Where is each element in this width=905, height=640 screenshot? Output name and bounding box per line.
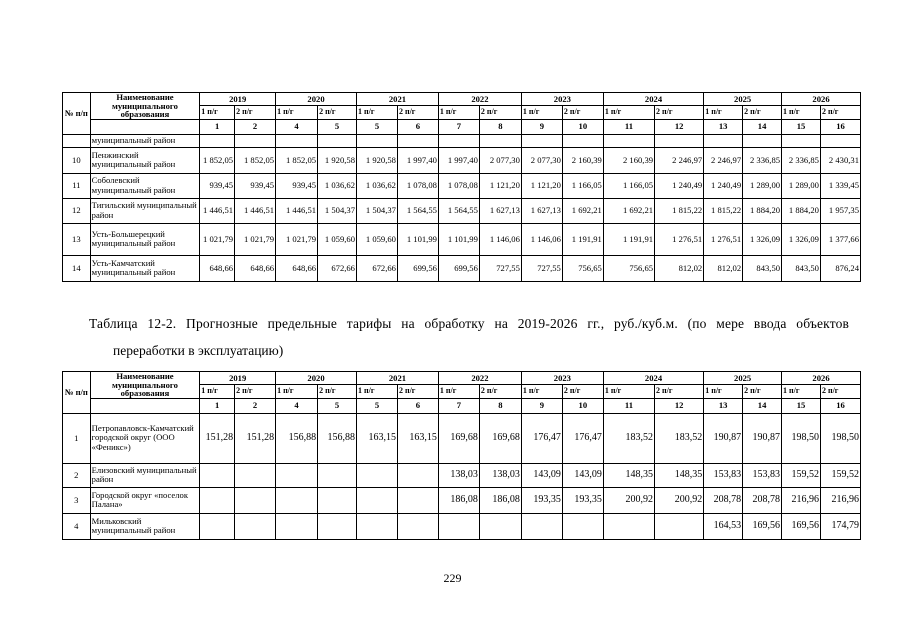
column-number: 9 bbox=[521, 119, 562, 134]
column-number: 12 bbox=[655, 119, 704, 134]
tariff-value: 2 077,30 bbox=[479, 147, 521, 173]
tariff-value bbox=[235, 487, 276, 513]
half-year-header: 2 п/г bbox=[479, 385, 521, 398]
year-header: 2022 bbox=[438, 93, 521, 106]
municipality-name: Мильковский муниципальный район bbox=[90, 513, 200, 539]
row-name-continued: муниципальный район bbox=[90, 134, 200, 147]
tariff-value: 143,09 bbox=[521, 463, 562, 487]
column-number-blank bbox=[90, 119, 200, 134]
tariff-value bbox=[318, 487, 357, 513]
half-year-header: 1 п/г bbox=[704, 106, 743, 119]
column-number: 11 bbox=[603, 119, 654, 134]
cell-blank bbox=[562, 134, 603, 147]
column-number: 1 bbox=[200, 119, 235, 134]
table-row bbox=[63, 173, 861, 198]
tariff-value: 876,24 bbox=[820, 255, 860, 281]
tariff-value: 186,08 bbox=[438, 487, 479, 513]
tariff-value: 1 884,20 bbox=[782, 198, 821, 223]
cell-blank bbox=[782, 134, 821, 147]
tariff-value: 1 326,09 bbox=[743, 223, 782, 255]
tariff-value: 1 078,08 bbox=[397, 173, 438, 198]
tariff-value: 1 446,51 bbox=[200, 198, 235, 223]
tariff-value bbox=[200, 463, 235, 487]
column-number: 1 bbox=[200, 398, 235, 413]
tariff-value: 2 336,85 bbox=[782, 147, 821, 173]
tariff-value: 1 240,49 bbox=[655, 173, 704, 198]
tariff-value: 1 166,05 bbox=[603, 173, 654, 198]
row-number: 2 bbox=[63, 463, 91, 487]
half-year-header: 1 п/г bbox=[704, 385, 743, 398]
page-number: 229 bbox=[443, 571, 462, 585]
tariff-value: 159,52 bbox=[820, 463, 860, 487]
column-number: 13 bbox=[704, 398, 743, 413]
tariff-value: 1 564,55 bbox=[397, 198, 438, 223]
tariff-table-2 bbox=[62, 371, 861, 540]
row-number: 10 bbox=[63, 147, 91, 173]
tariff-value bbox=[276, 513, 318, 539]
year-header: 2022 bbox=[438, 372, 521, 385]
tariff-value: 672,66 bbox=[318, 255, 357, 281]
tariff-value bbox=[200, 513, 235, 539]
tariff-value: 756,65 bbox=[562, 255, 603, 281]
cell-blank bbox=[356, 134, 397, 147]
tariff-value: 176,47 bbox=[521, 413, 562, 463]
tariff-value: 1 504,37 bbox=[318, 198, 357, 223]
half-year-header: 1 п/г bbox=[276, 385, 318, 398]
table-row bbox=[63, 487, 861, 513]
year-header: 2020 bbox=[276, 372, 357, 385]
tariff-value: 174,79 bbox=[820, 513, 860, 539]
tariff-value: 200,92 bbox=[655, 487, 704, 513]
tariff-value bbox=[397, 513, 438, 539]
tariff-value: 1 692,21 bbox=[603, 198, 654, 223]
cell-blank bbox=[743, 134, 782, 147]
tariff-value: 1 815,22 bbox=[704, 198, 743, 223]
tariff-value: 1 852,05 bbox=[276, 147, 318, 173]
tariff-value: 1 059,60 bbox=[356, 223, 397, 255]
year-header: 2021 bbox=[356, 93, 438, 106]
tariff-value: 727,55 bbox=[479, 255, 521, 281]
year-header: 2019 bbox=[200, 93, 276, 106]
column-number: 10 bbox=[562, 119, 603, 134]
column-number: 11 bbox=[603, 398, 654, 413]
tariff-value: 190,87 bbox=[743, 413, 782, 463]
tariff-value: 2 246,97 bbox=[704, 147, 743, 173]
tariff-value: 2 430,31 bbox=[820, 147, 860, 173]
tariff-value: 843,50 bbox=[782, 255, 821, 281]
cell-blank bbox=[200, 134, 235, 147]
tariff-value: 1 339,45 bbox=[820, 173, 860, 198]
header-row-years bbox=[63, 372, 861, 385]
tariff-value: 1 326,09 bbox=[782, 223, 821, 255]
tariff-value bbox=[479, 513, 521, 539]
column-number: 6 bbox=[397, 398, 438, 413]
row-number: 12 bbox=[63, 198, 91, 223]
tariff-value: 1 021,79 bbox=[276, 223, 318, 255]
column-number: 6 bbox=[397, 119, 438, 134]
header-row-column-numbers bbox=[63, 398, 861, 413]
half-year-header: 2 п/г bbox=[235, 106, 276, 119]
tariff-value: 1 564,55 bbox=[438, 198, 479, 223]
tariff-value bbox=[318, 463, 357, 487]
tariff-value bbox=[200, 487, 235, 513]
half-year-header: 2 п/г bbox=[655, 106, 704, 119]
table-row bbox=[63, 513, 861, 539]
column-number: 8 bbox=[479, 119, 521, 134]
year-header: 2024 bbox=[603, 93, 703, 106]
tariff-value: 208,78 bbox=[704, 487, 743, 513]
tariff-value: 2 077,30 bbox=[521, 147, 562, 173]
tariff-value: 843,50 bbox=[743, 255, 782, 281]
half-year-header: 2 п/г bbox=[743, 106, 782, 119]
half-year-header: 1 п/г bbox=[603, 106, 654, 119]
tariff-value: 200,92 bbox=[603, 487, 654, 513]
tariff-value: 1 101,99 bbox=[397, 223, 438, 255]
tariff-value bbox=[397, 487, 438, 513]
municipality-name: Соболевский муниципальный район bbox=[90, 173, 200, 198]
row-number: 13 bbox=[63, 223, 91, 255]
column-number: 14 bbox=[743, 119, 782, 134]
table-caption: Таблица 12-2. Прогнозные предельные тарифы на обработку на 2019-2026 гг., руб./куб.м. (по мере ввода объектов bbox=[89, 316, 849, 331]
tariff-value: 1 377,66 bbox=[820, 223, 860, 255]
tariff-value bbox=[603, 513, 654, 539]
row-number: 11 bbox=[63, 173, 91, 198]
tariff-value: 1 446,51 bbox=[235, 198, 276, 223]
tariff-value: 151,28 bbox=[200, 413, 235, 463]
tariff-value: 183,52 bbox=[603, 413, 654, 463]
tariff-value: 163,15 bbox=[397, 413, 438, 463]
half-year-header: 2 п/г bbox=[479, 106, 521, 119]
tariff-value: 1 276,51 bbox=[704, 223, 743, 255]
tariff-value bbox=[276, 463, 318, 487]
municipality-name: Усть-Камчатский муниципальный район bbox=[90, 255, 200, 281]
table-row bbox=[63, 223, 861, 255]
tariff-value bbox=[356, 487, 397, 513]
tariff-value bbox=[356, 513, 397, 539]
tariff-value bbox=[521, 513, 562, 539]
tariff-value: 1 884,20 bbox=[743, 198, 782, 223]
continuation-row bbox=[63, 134, 861, 147]
tariff-value: 699,56 bbox=[438, 255, 479, 281]
tariff-value: 699,56 bbox=[397, 255, 438, 281]
column-number: 5 bbox=[356, 398, 397, 413]
tariff-value: 939,45 bbox=[200, 173, 235, 198]
tariff-value: 939,45 bbox=[276, 173, 318, 198]
half-year-header: 1 п/г bbox=[603, 385, 654, 398]
half-year-header: 2 п/г bbox=[655, 385, 704, 398]
tariff-value: 648,66 bbox=[200, 255, 235, 281]
half-year-header: 1 п/г bbox=[276, 106, 318, 119]
tariff-value: 151,28 bbox=[235, 413, 276, 463]
tariff-value: 1 627,13 bbox=[479, 198, 521, 223]
cell-blank bbox=[704, 134, 743, 147]
tariff-value: 1 504,37 bbox=[356, 198, 397, 223]
tariff-value bbox=[276, 487, 318, 513]
tariff-value: 159,52 bbox=[782, 463, 821, 487]
tariff-value: 1 146,06 bbox=[521, 223, 562, 255]
cell-blank bbox=[655, 134, 704, 147]
tariff-value: 1 121,20 bbox=[479, 173, 521, 198]
column-number: 7 bbox=[438, 119, 479, 134]
tariff-value bbox=[318, 513, 357, 539]
tariff-value: 169,56 bbox=[782, 513, 821, 539]
column-number: 12 bbox=[655, 398, 704, 413]
half-year-header: 2 п/г bbox=[318, 385, 357, 398]
tariff-value: 1 997,40 bbox=[397, 147, 438, 173]
cell-blank bbox=[521, 134, 562, 147]
half-year-header: 1 п/г bbox=[782, 385, 821, 398]
tariff-value: 138,03 bbox=[479, 463, 521, 487]
tariff-value: 1 852,05 bbox=[235, 147, 276, 173]
tariff-value: 1 021,79 bbox=[200, 223, 235, 255]
tariff-value: 163,15 bbox=[356, 413, 397, 463]
table-row bbox=[63, 463, 861, 487]
row-number: 1 bbox=[63, 413, 91, 463]
row-number: 4 bbox=[63, 513, 91, 539]
cell-blank bbox=[438, 134, 479, 147]
municipality-name: Тигильский муниципальный район bbox=[90, 198, 200, 223]
year-header: 2020 bbox=[276, 93, 357, 106]
column-number: 15 bbox=[782, 119, 821, 134]
tariff-value: 156,88 bbox=[318, 413, 357, 463]
half-year-header: 1 п/г bbox=[356, 385, 397, 398]
column-number: 5 bbox=[356, 119, 397, 134]
tariff-value: 2 160,39 bbox=[603, 147, 654, 173]
half-year-header: 2 п/г bbox=[397, 385, 438, 398]
tariff-value: 1 036,62 bbox=[356, 173, 397, 198]
municipality-name: Петропавловск-Камчатский городской округ (ООО «Феникс») bbox=[90, 413, 200, 463]
year-header: 2025 bbox=[704, 93, 782, 106]
tariff-value: 648,66 bbox=[235, 255, 276, 281]
tariff-value: 169,68 bbox=[438, 413, 479, 463]
row-number-blank bbox=[63, 134, 91, 147]
table-row bbox=[63, 198, 861, 223]
year-header: 2026 bbox=[782, 93, 861, 106]
half-year-header: 1 п/г bbox=[438, 385, 479, 398]
tariff-value: 1 446,51 bbox=[276, 198, 318, 223]
tariff-value: 2 246,97 bbox=[655, 147, 704, 173]
tariff-value: 153,83 bbox=[743, 463, 782, 487]
tariff-value: 208,78 bbox=[743, 487, 782, 513]
tariff-value: 2 160,39 bbox=[562, 147, 603, 173]
tariff-value: 143,09 bbox=[562, 463, 603, 487]
half-year-header: 2 п/г bbox=[820, 106, 860, 119]
tariff-value: 1 627,13 bbox=[521, 198, 562, 223]
tariff-value: 672,66 bbox=[356, 255, 397, 281]
tariff-value: 1 021,79 bbox=[235, 223, 276, 255]
year-header: 2023 bbox=[521, 372, 603, 385]
half-year-header: 2 п/г bbox=[318, 106, 357, 119]
tariff-value: 939,45 bbox=[235, 173, 276, 198]
half-year-header: 2 п/г bbox=[397, 106, 438, 119]
municipality-name: Елизовский муниципальный район bbox=[90, 463, 200, 487]
half-year-header: 2 п/г bbox=[743, 385, 782, 398]
cell-blank bbox=[479, 134, 521, 147]
tariff-value bbox=[235, 513, 276, 539]
column-number: 7 bbox=[438, 398, 479, 413]
tariff-value: 1 957,35 bbox=[820, 198, 860, 223]
year-header: 2019 bbox=[200, 372, 276, 385]
table-row bbox=[63, 147, 861, 173]
half-year-header: 1 п/г bbox=[782, 106, 821, 119]
half-year-header: 2 п/г bbox=[562, 106, 603, 119]
tariff-value: 1 852,05 bbox=[200, 147, 235, 173]
year-header: 2025 bbox=[704, 372, 782, 385]
tariff-value: 1 166,05 bbox=[562, 173, 603, 198]
year-header: 2026 bbox=[782, 372, 861, 385]
tariff-value: 169,68 bbox=[479, 413, 521, 463]
column-number: 14 bbox=[743, 398, 782, 413]
tariff-value: 1 059,60 bbox=[318, 223, 357, 255]
tariff-value: 1 289,00 bbox=[743, 173, 782, 198]
column-number: 16 bbox=[820, 398, 860, 413]
tariff-value: 1 276,51 bbox=[655, 223, 704, 255]
tariff-value: 193,35 bbox=[521, 487, 562, 513]
tariff-value: 148,35 bbox=[603, 463, 654, 487]
tariff-value: 216,96 bbox=[782, 487, 821, 513]
tariff-value: 148,35 bbox=[655, 463, 704, 487]
tariff-value: 812,02 bbox=[655, 255, 704, 281]
half-year-header: 1 п/г bbox=[200, 385, 235, 398]
cell-blank bbox=[820, 134, 860, 147]
column-header-name: Наименование муниципального образования bbox=[90, 93, 200, 120]
tariff-value bbox=[397, 463, 438, 487]
tariff-value: 1 920,58 bbox=[318, 147, 357, 173]
half-year-header: 1 п/г bbox=[521, 106, 562, 119]
tariff-value: 138,03 bbox=[438, 463, 479, 487]
column-number: 5 bbox=[318, 398, 357, 413]
header-row-years bbox=[63, 93, 861, 106]
tariff-value: 756,65 bbox=[603, 255, 654, 281]
municipality-name: Городской округ «поселок Палана» bbox=[90, 487, 200, 513]
tariff-value: 190,87 bbox=[704, 413, 743, 463]
tariff-value: 2 336,85 bbox=[743, 147, 782, 173]
year-header: 2024 bbox=[603, 372, 703, 385]
half-year-header: 2 п/г bbox=[820, 385, 860, 398]
tariff-value: 186,08 bbox=[479, 487, 521, 513]
half-year-header: 1 п/г bbox=[438, 106, 479, 119]
column-header-number: № п/п bbox=[63, 93, 91, 135]
cell-blank bbox=[603, 134, 654, 147]
column-number: 10 bbox=[562, 398, 603, 413]
tariff-value: 1 121,20 bbox=[521, 173, 562, 198]
tariff-value: 1 036,62 bbox=[318, 173, 357, 198]
tariff-value bbox=[438, 513, 479, 539]
column-header-name: Наименование муниципального образования bbox=[90, 372, 200, 399]
tariff-value: 198,50 bbox=[782, 413, 821, 463]
tariff-value: 183,52 bbox=[655, 413, 704, 463]
tariff-value bbox=[235, 463, 276, 487]
column-number-blank bbox=[90, 398, 200, 413]
column-number: 16 bbox=[820, 119, 860, 134]
cell-blank bbox=[235, 134, 276, 147]
column-number: 9 bbox=[521, 398, 562, 413]
column-number: 2 bbox=[235, 119, 276, 134]
tariff-value bbox=[655, 513, 704, 539]
column-number: 15 bbox=[782, 398, 821, 413]
half-year-header: 1 п/г bbox=[521, 385, 562, 398]
table-caption-continued: переработки в эксплуатацию) bbox=[113, 343, 284, 358]
tariff-value: 1 191,91 bbox=[562, 223, 603, 255]
column-number: 4 bbox=[276, 398, 318, 413]
year-header: 2023 bbox=[521, 93, 603, 106]
year-header: 2021 bbox=[356, 372, 438, 385]
tariff-value: 1 815,22 bbox=[655, 198, 704, 223]
tariff-value: 1 692,21 bbox=[562, 198, 603, 223]
row-number: 3 bbox=[63, 487, 91, 513]
half-year-header: 1 п/г bbox=[356, 106, 397, 119]
row-number: 14 bbox=[63, 255, 91, 281]
tariff-value: 1 289,00 bbox=[782, 173, 821, 198]
column-header-number: № п/п bbox=[63, 372, 91, 414]
tariff-value: 1 078,08 bbox=[438, 173, 479, 198]
tariff-value: 1 920,58 bbox=[356, 147, 397, 173]
municipality-name: Усть-Большерецкий муниципальный район bbox=[90, 223, 200, 255]
column-number: 13 bbox=[704, 119, 743, 134]
column-number: 5 bbox=[318, 119, 357, 134]
tariff-value: 156,88 bbox=[276, 413, 318, 463]
tariff-value: 193,35 bbox=[562, 487, 603, 513]
tariff-value: 1 191,91 bbox=[603, 223, 654, 255]
column-number: 8 bbox=[479, 398, 521, 413]
half-year-header: 1 п/г bbox=[200, 106, 235, 119]
tariff-value: 1 240,49 bbox=[704, 173, 743, 198]
tariff-value: 169,56 bbox=[743, 513, 782, 539]
tariff-value: 198,50 bbox=[820, 413, 860, 463]
tariff-value bbox=[562, 513, 603, 539]
column-number: 2 bbox=[235, 398, 276, 413]
table-row bbox=[63, 255, 861, 281]
table-row bbox=[63, 413, 861, 463]
tariff-value bbox=[356, 463, 397, 487]
half-year-header: 2 п/г bbox=[562, 385, 603, 398]
tariff-value: 648,66 bbox=[276, 255, 318, 281]
column-number: 4 bbox=[276, 119, 318, 134]
tariff-value: 1 146,06 bbox=[479, 223, 521, 255]
tariff-value: 727,55 bbox=[521, 255, 562, 281]
municipality-name: Пенжинский муниципальный район bbox=[90, 147, 200, 173]
tariff-value: 164,53 bbox=[704, 513, 743, 539]
tariff-value: 176,47 bbox=[562, 413, 603, 463]
tariff-value: 812,02 bbox=[704, 255, 743, 281]
cell-blank bbox=[276, 134, 318, 147]
cell-blank bbox=[397, 134, 438, 147]
half-year-header: 2 п/г bbox=[235, 385, 276, 398]
tariff-table-1 bbox=[62, 92, 861, 282]
tariff-value: 1 997,40 bbox=[438, 147, 479, 173]
tariff-value: 153,83 bbox=[704, 463, 743, 487]
cell-blank bbox=[318, 134, 357, 147]
tariff-value: 1 101,99 bbox=[438, 223, 479, 255]
tariff-value: 216,96 bbox=[820, 487, 860, 513]
header-row-column-numbers bbox=[63, 119, 861, 134]
